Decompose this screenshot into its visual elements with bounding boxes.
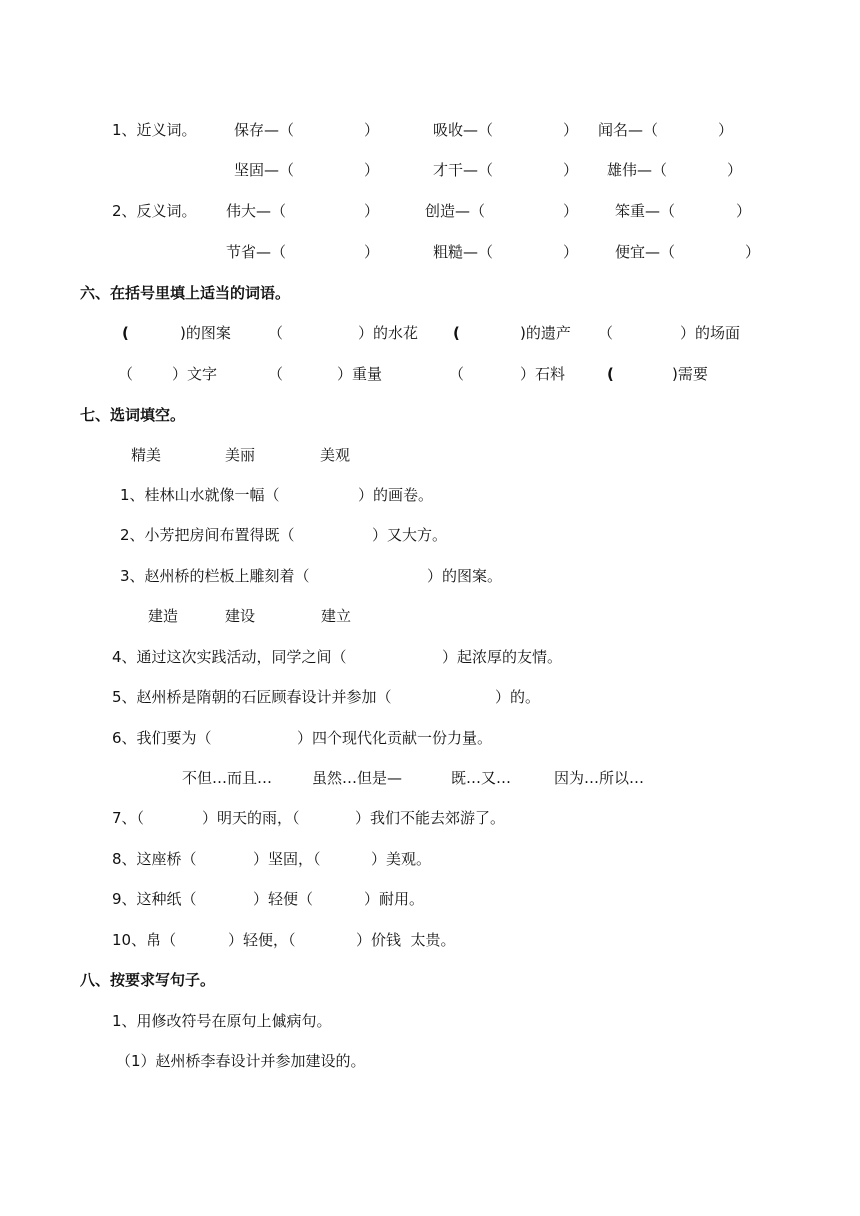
- fill-phrase: ）文字: [172, 365, 218, 383]
- synonyms-row-1: [0, 119, 860, 141]
- question-9: [0, 888, 860, 910]
- section-8-heading-line: [0, 969, 860, 991]
- section-6-row-2: [0, 363, 860, 385]
- close-bracket: ）: [736, 202, 752, 220]
- open-bracket: （: [268, 365, 284, 383]
- question-5: [0, 686, 860, 708]
- antonym-prompt: 创造—（: [425, 202, 486, 220]
- question-1: [0, 484, 860, 506]
- question-2: [0, 524, 860, 546]
- section-7-title: 七、选词填空。: [80, 406, 186, 424]
- instruction-text: 1、用修改符号在原句上傶病句。: [112, 1012, 332, 1030]
- synonym-prompt: 闻名—（: [598, 121, 659, 139]
- open-bracket: (: [453, 324, 460, 342]
- question-text: 6、我们要为（: [112, 729, 212, 747]
- fill-phrase: ）重量: [337, 365, 383, 383]
- close-bracket: ）: [727, 161, 743, 179]
- fill-phrase: )的图案: [180, 324, 231, 342]
- word-choice: 建设: [225, 607, 256, 625]
- question-text: ）轻便，（: [228, 931, 296, 949]
- question-10: [0, 929, 860, 951]
- question-text: ）美观。: [371, 850, 432, 868]
- question-text: ）价钱 太贵。: [356, 931, 456, 949]
- question-text: ）耐用。: [364, 890, 425, 908]
- word-choice: 因为…所以…: [554, 769, 645, 787]
- question-text: 8、这座桥（: [112, 850, 197, 868]
- open-bracket: （: [449, 365, 465, 383]
- close-bracket: ）: [563, 121, 579, 139]
- open-bracket: （: [268, 324, 284, 342]
- antonyms-row-1: [0, 200, 860, 222]
- antonyms-label: 2、反义词。: [112, 202, 197, 220]
- synonym-prompt: 吸收—（: [433, 121, 494, 139]
- word-choice: 既…又…: [451, 769, 512, 787]
- question-text: ）坚固，（: [253, 850, 321, 868]
- antonym-prompt: 粗糙—（: [433, 243, 494, 261]
- question-text: ）我们不能去郊游了。: [355, 809, 506, 827]
- question-text: ）明天的雨，（: [202, 809, 300, 827]
- question-text: 2、小芳把房间布置得既（: [120, 526, 295, 544]
- question-text: 5、赵州桥是隋朝的石匠顾春设计并参加（: [112, 688, 392, 706]
- fill-phrase: )的遗产: [520, 324, 571, 342]
- question-text: ）又大方。: [372, 526, 448, 544]
- close-bracket: ）: [364, 121, 380, 139]
- question-text: ）的图案。: [427, 567, 503, 585]
- section-8-sub-1: [0, 1050, 860, 1072]
- word-choice: 美丽: [225, 446, 256, 464]
- fill-phrase: ）石料: [520, 365, 566, 383]
- antonym-prompt: 伟大—（: [226, 202, 287, 220]
- synonym-prompt: 才干—（: [433, 161, 494, 179]
- question-7: [0, 807, 860, 829]
- question-text: ）四个现代化贡献一份力量。: [297, 729, 493, 747]
- antonym-prompt: 笨重—（: [615, 202, 676, 220]
- close-bracket: ）: [364, 161, 380, 179]
- close-bracket: ）: [563, 243, 579, 261]
- close-bracket: ）: [563, 202, 579, 220]
- fill-phrase: )需要: [672, 365, 708, 383]
- sentence-text: （1）赵州桥李春设计并参加建设的。: [116, 1052, 366, 1070]
- section-8-title: 八、按要求写句子。: [80, 971, 216, 989]
- close-bracket: ）: [745, 243, 761, 261]
- question-text: ）起浓厚的友情。: [442, 648, 563, 666]
- close-bracket: ）: [364, 243, 380, 261]
- section-6-title: 六、在括号里填上适当的词语。: [80, 284, 291, 302]
- question-text: 4、通过这次实践活动，同学之间（: [112, 648, 347, 666]
- antonym-prompt: 节省—（: [226, 243, 287, 261]
- word-choice: 虽然…但是—: [312, 769, 403, 787]
- section-6-row-1: [0, 322, 860, 344]
- open-bracket: (: [607, 365, 614, 383]
- synonyms-label: 1、近义词。: [112, 121, 197, 139]
- synonym-prompt: 保存—（: [234, 121, 295, 139]
- open-bracket: （: [598, 324, 614, 342]
- word-choice: 精美: [131, 446, 162, 464]
- word-choice-group-3: [0, 767, 860, 789]
- question-text: ）的。: [495, 688, 541, 706]
- question-text: ）轻便（: [253, 890, 314, 908]
- question-text: ）的画卷。: [358, 486, 434, 504]
- word-choice: 不但…而且…: [182, 769, 273, 787]
- question-4: [0, 646, 860, 668]
- question-text: 3、赵州桥的栏板上雕刻着（: [120, 567, 310, 585]
- question-6: [0, 727, 860, 749]
- synonym-prompt: 雄伟—（: [607, 161, 668, 179]
- close-bracket: ）: [364, 202, 380, 220]
- close-bracket: ）: [718, 121, 734, 139]
- question-3: [0, 565, 860, 587]
- word-choice: 建立: [321, 607, 352, 625]
- word-choice-group-1: [0, 444, 860, 466]
- question-text: 10、帛（: [112, 931, 177, 949]
- fill-phrase: ）的水花: [358, 324, 419, 342]
- word-choice: 美观: [320, 446, 351, 464]
- question-text: 7、（: [112, 809, 145, 827]
- word-choice-group-2: [0, 605, 860, 627]
- section-8-item-1: [0, 1010, 860, 1032]
- synonyms-row-2: [0, 159, 860, 181]
- open-bracket: (: [122, 324, 129, 342]
- question-text: 9、这种纸（: [112, 890, 197, 908]
- antonyms-row-2: [0, 241, 860, 263]
- open-bracket: （: [118, 365, 134, 383]
- word-choice: 建造: [148, 607, 179, 625]
- question-8: [0, 848, 860, 870]
- close-bracket: ）: [563, 161, 579, 179]
- antonym-prompt: 便宜—（: [615, 243, 676, 261]
- fill-phrase: ）的场面: [680, 324, 741, 342]
- question-text: 1、桂林山水就像一幅（: [120, 486, 280, 504]
- synonym-prompt: 坚固—（: [234, 161, 295, 179]
- section-7-heading-line: [0, 404, 860, 426]
- section-6-heading-line: [0, 282, 860, 304]
